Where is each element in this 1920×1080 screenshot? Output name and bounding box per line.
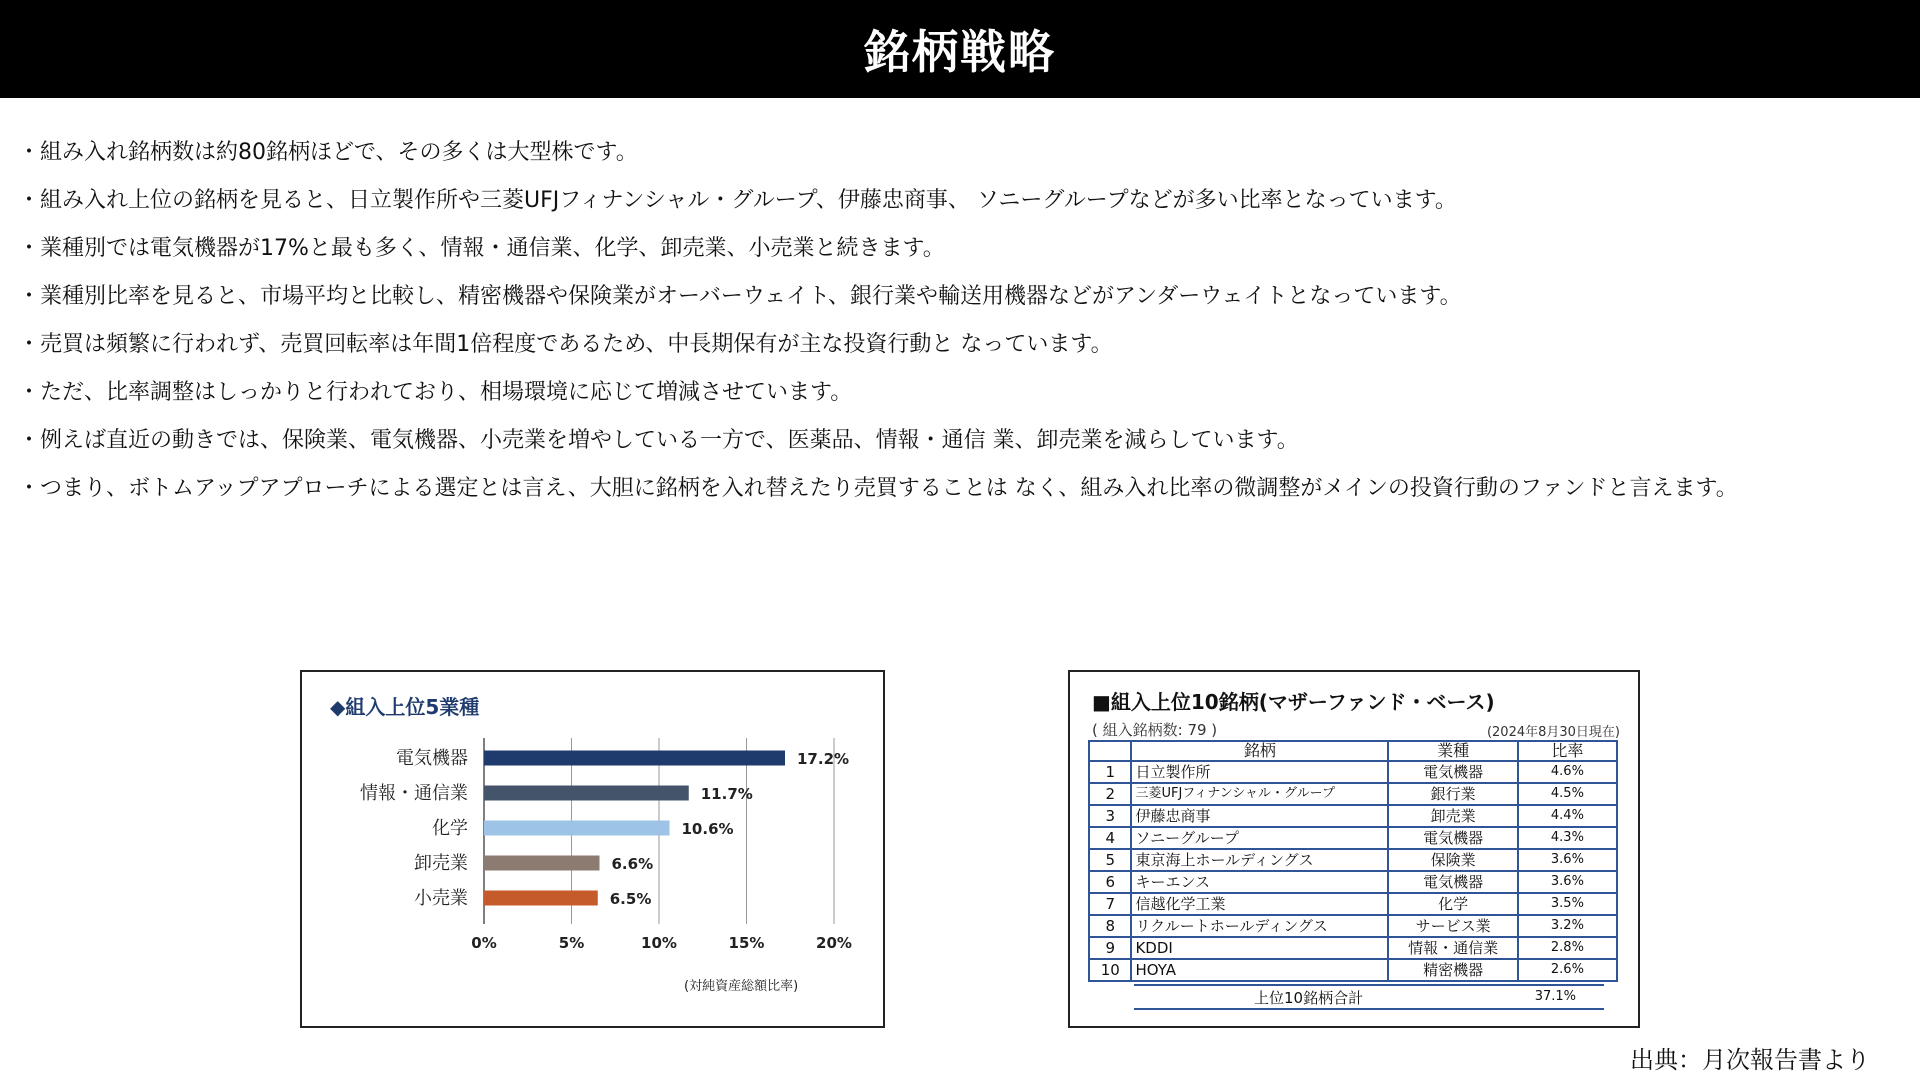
table-row bbox=[1089, 827, 1617, 849]
industry-cell: 保険業 bbox=[1388, 849, 1517, 871]
ratio-cell: 3.6% bbox=[1518, 871, 1617, 893]
total-label: 上位10銘柄合計 bbox=[1254, 989, 1364, 1007]
name-cell: 信越化学工業 bbox=[1131, 893, 1388, 915]
name-cell: HOYA bbox=[1131, 959, 1388, 981]
as-of-date: (2024年8月30日現在) bbox=[1486, 725, 1620, 740]
source-note: 出典：月次報告書より bbox=[1630, 1046, 1870, 1074]
name-cell: KDDI bbox=[1131, 937, 1388, 959]
bar bbox=[484, 856, 600, 871]
table-row bbox=[1089, 761, 1617, 783]
value-label: 6.6% bbox=[611, 855, 654, 873]
rank-cell: 3 bbox=[1089, 805, 1131, 827]
table-row bbox=[1089, 915, 1617, 937]
industry-cell: 銀行業 bbox=[1388, 783, 1517, 805]
x-tick-label: 20% bbox=[816, 934, 852, 952]
bar bbox=[484, 891, 598, 906]
rank-cell: 1 bbox=[1089, 761, 1131, 783]
ratio-cell: 3.5% bbox=[1518, 893, 1617, 915]
header-name: 銘柄 bbox=[1131, 741, 1388, 761]
ratio-cell: 3.6% bbox=[1518, 849, 1617, 871]
table-header-row bbox=[1089, 741, 1617, 761]
rank-cell: 4 bbox=[1089, 827, 1131, 849]
category-label: 小売業 bbox=[414, 888, 468, 909]
rank-cell: 8 bbox=[1089, 915, 1131, 937]
industry-cell: 精密機器 bbox=[1388, 959, 1517, 981]
industry-cell: 卸売業 bbox=[1388, 805, 1517, 827]
bar bbox=[484, 821, 670, 836]
ratio-cell: 4.5% bbox=[1518, 783, 1617, 805]
table-row bbox=[1089, 893, 1617, 915]
industry-cell: サービス業 bbox=[1388, 915, 1517, 937]
rank-cell: 9 bbox=[1089, 937, 1131, 959]
top10-holdings-panel bbox=[1068, 670, 1640, 1028]
category-label: 卸売業 bbox=[414, 853, 468, 874]
table-row bbox=[1089, 805, 1617, 827]
table-title: ■組入上位10銘柄(マザーファンド・ベース) bbox=[1092, 690, 1495, 714]
header-rank bbox=[1089, 741, 1131, 761]
industry-chart-panel bbox=[300, 670, 885, 1028]
name-cell: 三菱UFJフィナンシャル・グループ bbox=[1131, 783, 1388, 805]
category-label: 化学 bbox=[432, 818, 468, 839]
x-tick-label: 5% bbox=[558, 934, 585, 952]
industry-bar-chart bbox=[302, 672, 883, 1026]
name-cell: キーエンス bbox=[1131, 871, 1388, 893]
rank-cell: 7 bbox=[1089, 893, 1131, 915]
bullet-item: ・ただ、比率調整はしっかりと行われており、相場環境に応じて増減させています。 bbox=[18, 380, 853, 405]
ratio-cell: 3.2% bbox=[1518, 915, 1617, 937]
header-bar bbox=[0, 0, 1920, 98]
name-cell: 伊藤忠商事 bbox=[1131, 805, 1388, 827]
bar bbox=[484, 786, 689, 801]
bullet-item: ・業種別では電気機器が17%と最も多く、情報・通信業、化学、卸売業、小売業と続きます。 bbox=[18, 236, 945, 261]
bullet-item: ・業種別比率を見ると、市場平均と比較し、精密機器や保険業がオーバーウェイト、銀行業や輸送用機器などがアンダーウェイトとなっています。 bbox=[18, 284, 1462, 309]
ratio-cell: 2.8% bbox=[1518, 937, 1617, 959]
bullet-item: ・つまり、ボトムアップアプローチによる選定とは言え、大胆に銘柄を入れ替えたり売買することは なく、組み入れ比率の微調整がメインの投資行動のファンドと言えます。 bbox=[18, 476, 1738, 501]
rank-cell: 2 bbox=[1089, 783, 1131, 805]
x-tick-label: 10% bbox=[641, 934, 677, 952]
bullet-item: ・組み入れ上位の銘柄を見ると、日立製作所や三菱UFJフィナンシャル・グループ、伊藤忠商事、 ソニーグループなどが多い比率となっています。 bbox=[18, 188, 1457, 213]
holdings-table bbox=[1088, 740, 1618, 982]
header-ratio: 比率 bbox=[1518, 741, 1617, 761]
table-row bbox=[1089, 937, 1617, 959]
industry-cell: 電気機器 bbox=[1388, 871, 1517, 893]
ratio-cell: 4.6% bbox=[1518, 761, 1617, 783]
value-label: 6.5% bbox=[609, 890, 652, 908]
x-axis-label: (対純資産総額比率) bbox=[684, 979, 799, 994]
header-industry: 業種 bbox=[1388, 741, 1517, 761]
total-value: 37.1% bbox=[1534, 989, 1576, 1004]
table-row bbox=[1089, 959, 1617, 981]
x-tick-label: 0% bbox=[471, 934, 497, 952]
holdings-count: ( 組入銘柄数: 79 ) bbox=[1092, 721, 1218, 739]
x-tick-label: 15% bbox=[728, 934, 765, 952]
industry-cell: 電気機器 bbox=[1388, 761, 1517, 783]
value-label: 10.6% bbox=[681, 820, 734, 838]
bullet-list bbox=[18, 134, 1908, 518]
name-cell: リクルートホールディングス bbox=[1131, 915, 1388, 937]
ratio-cell: 4.4% bbox=[1518, 805, 1617, 827]
bar bbox=[484, 751, 785, 766]
name-cell: 日立製作所 bbox=[1131, 761, 1388, 783]
bullet-item: ・売買は頻繁に行われず、売買回転率は年間1倍程度であるため、中長期保有が主な投資行動と なっています。 bbox=[18, 332, 1113, 357]
industry-cell: 情報・通信業 bbox=[1388, 937, 1517, 959]
rank-cell: 10 bbox=[1089, 959, 1131, 981]
name-cell: 東京海上ホールディングス bbox=[1131, 849, 1388, 871]
bullet-item: ・組み入れ銘柄数は約80銘柄ほどで、その多くは大型株です。 bbox=[18, 140, 638, 165]
industry-cell: 化学 bbox=[1388, 893, 1517, 915]
total-row bbox=[1134, 984, 1604, 1010]
value-label: 11.7% bbox=[700, 785, 753, 803]
name-cell: ソニーグループ bbox=[1131, 827, 1388, 849]
table-row bbox=[1089, 871, 1617, 893]
bullet-item: ・例えば直近の動きでは、保険業、電気機器、小売業を増やしている一方で、医薬品、情報・通信 業、卸売業を減らしています。 bbox=[18, 428, 1299, 453]
ratio-cell: 4.3% bbox=[1518, 827, 1617, 849]
category-label: 電気機器 bbox=[396, 748, 468, 769]
chart-title: ◆組入上位5業種 bbox=[330, 695, 480, 719]
category-label: 情報・通信業 bbox=[360, 783, 468, 804]
rank-cell: 6 bbox=[1089, 871, 1131, 893]
ratio-cell: 2.6% bbox=[1518, 959, 1617, 981]
value-label: 17.2% bbox=[797, 750, 850, 768]
table-row bbox=[1089, 783, 1617, 805]
rank-cell: 5 bbox=[1089, 849, 1131, 871]
industry-cell: 電気機器 bbox=[1388, 827, 1517, 849]
page-title: 銘柄戦略 bbox=[864, 25, 1056, 79]
table-row bbox=[1089, 849, 1617, 871]
